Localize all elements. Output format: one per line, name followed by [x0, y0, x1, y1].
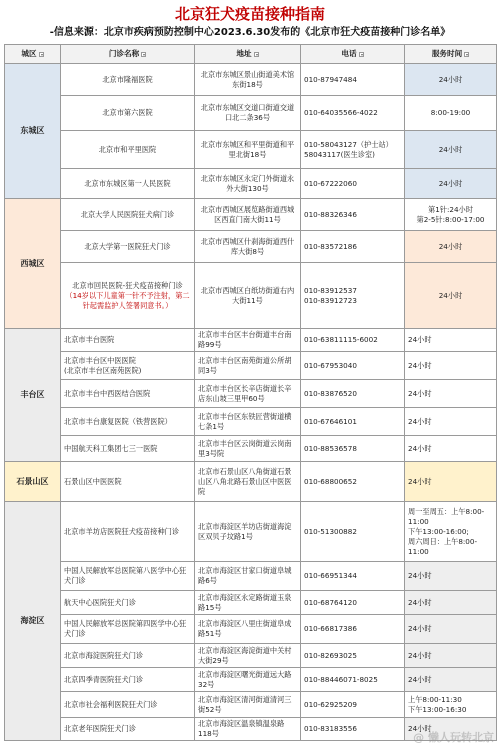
- clinic-hours: 24小时: [405, 131, 497, 169]
- filter-dropdown-icon: [359, 52, 364, 57]
- clinic-address: 北京市东城区景山街道美术馆东街18号: [195, 64, 301, 96]
- clinic-name: 北京市回民医院-狂犬疫苗接种门诊: [72, 280, 183, 290]
- clinic-name: 中国航天科工集团七三一医院: [61, 436, 195, 462]
- header-district[interactable]: 城区: [5, 45, 61, 64]
- clinic-hours: 24小时: [405, 380, 497, 408]
- watermark: @ 懒人玩转北京: [413, 731, 494, 744]
- clinic-phone: 010-62925209: [301, 692, 405, 718]
- clinic-hours: 24小时: [405, 462, 497, 502]
- district-cell-haidian: 海淀区: [5, 502, 61, 741]
- clinic-phone: 010-58043127（护士站） 58043117(医生诊室): [301, 131, 405, 169]
- district-cell-dongcheng: 东城区: [5, 64, 61, 199]
- clinic-phone: 010-68764120: [301, 591, 405, 615]
- clinic-address: 北京市海淀区甘家口街道阜城路6号: [195, 562, 301, 591]
- clinic-name: 北京市海淀医院狂犬门诊: [61, 644, 195, 668]
- clinic-name-with-note: [61, 263, 195, 329]
- table-row: [5, 263, 497, 329]
- clinic-address: 北京市丰台区云岗街道云岗南里3号院: [195, 436, 301, 462]
- clinic-hours: 24小时: [405, 644, 497, 668]
- page-title: 北京狂犬疫苗接种指南: [174, 5, 325, 23]
- clinic-phone: 010-87947484: [301, 64, 405, 96]
- clinic-name: 北京市丰台中西医结合医院: [61, 380, 195, 408]
- clinic-phone: 010-83912537 010-83912723: [301, 263, 405, 329]
- clinic-address: 北京市海淀区海淀街道中关村大街29号: [195, 644, 301, 668]
- clinic-hours: 上午8:00-11:30 下午13:00-16:30: [405, 692, 497, 718]
- clinic-hours: 24小时: [405, 668, 497, 692]
- clinic-name: 北京市隆福医院: [61, 64, 195, 96]
- clinic-hours: 24小时: [405, 231, 497, 263]
- clinic-phone: 010-64035566-4022: [301, 96, 405, 131]
- clinic-name: 航天中心医院狂犬门诊: [61, 591, 195, 615]
- clinic-hours: 24小时: [405, 591, 497, 615]
- clinic-name: 北京市丰台医院: [61, 329, 195, 352]
- table-row: [5, 329, 497, 352]
- table-row: [5, 462, 497, 502]
- filter-dropdown-icon: [141, 52, 146, 57]
- clinic-hours: 第1针:24小时 第2-5针:8:00-17:00: [405, 199, 497, 231]
- header-phone[interactable]: 电话: [301, 45, 405, 64]
- district-cell-shijingshan: 石景山区: [5, 462, 61, 502]
- clinic-phone: 010-67222060: [301, 169, 405, 199]
- header-hours[interactable]: 服务时间: [405, 45, 497, 64]
- clinic-name: 北京市丰台康复医院（铁营医院）: [61, 408, 195, 436]
- clinic-phone: 010-82693025: [301, 644, 405, 668]
- table-row: [5, 96, 497, 131]
- table-row: [5, 562, 497, 591]
- district-cell-fengtai: 丰台区: [5, 329, 61, 462]
- clinic-hours: 24小时: [405, 169, 497, 199]
- clinic-address: 北京市东城区永定门外街道永外大街130号: [195, 169, 301, 199]
- table-row: [5, 380, 497, 408]
- clinic-name: 北京老年医院狂犬门诊: [61, 718, 195, 741]
- clinic-name: 北京市第六医院: [61, 96, 195, 131]
- filter-dropdown-icon: [39, 52, 44, 57]
- clinic-name: 北京市丰台区中医医院 (北京市丰台区南苑医院): [61, 352, 195, 380]
- filter-dropdown-icon: [254, 52, 259, 57]
- clinic-hours: 24小时: [405, 615, 497, 644]
- clinic-name: 北京大学第一医院狂犬门诊: [61, 231, 195, 263]
- clinic-phone: 010-67953040: [301, 352, 405, 380]
- clinic-phone: 010-83876520: [301, 380, 405, 408]
- clinic-hours: 24小时: [405, 263, 497, 329]
- table-row: [5, 668, 497, 692]
- district-cell-xicheng: 西城区: [5, 199, 61, 329]
- page-subtitle: -信息来源：北京市疾病预防控制中心2023.6.30发布的《北京市狂犬疫苗接种门诊名单》: [49, 27, 451, 38]
- clinic-name: 中国人民解放军总医院第四医学中心狂犬门诊: [61, 615, 195, 644]
- table-row: [5, 169, 497, 199]
- clinic-name: 北京市和平里医院: [61, 131, 195, 169]
- table-row: [5, 502, 497, 562]
- clinic-phone: 010-66951344: [301, 562, 405, 591]
- clinic-address: 北京市丰台区南苑街道公所胡同3号: [195, 352, 301, 380]
- table-row: [5, 436, 497, 462]
- table-row: [5, 352, 497, 380]
- table-row: [5, 615, 497, 644]
- clinic-phone: 010-83572186: [301, 231, 405, 263]
- clinic-phone: 010-88536578: [301, 436, 405, 462]
- clinic-hours: 24小时: [405, 408, 497, 436]
- clinic-phone: 010-51300882: [301, 502, 405, 562]
- clinic-address: 北京市西城区白纸坊街道右内大街11号: [195, 263, 301, 329]
- clinic-table: [4, 44, 497, 741]
- clinic-address: 北京市海淀区曙光街道远大路32号: [195, 668, 301, 692]
- table-row: [5, 231, 497, 263]
- table-row: [5, 591, 497, 615]
- clinic-name: 中国人民解放军总医院第八医学中心狂犬门诊: [61, 562, 195, 591]
- clinic-phone: 010-83183556: [301, 718, 405, 741]
- clinic-name: 北京大学人民医院狂犬病门诊: [61, 199, 195, 231]
- table-row: [5, 199, 497, 231]
- clinic-phone: 010-63811115-6002: [301, 329, 405, 352]
- header-address[interactable]: 地址: [195, 45, 301, 64]
- clinic-address: 北京市东城区交道口街道交道口北二条36号: [195, 96, 301, 131]
- clinic-address: 北京市海淀区永定路街道玉泉路15号: [195, 591, 301, 615]
- table-row: [5, 408, 497, 436]
- clinic-hours: 24小时: [405, 436, 497, 462]
- clinic-name: 石景山区中医医院: [61, 462, 195, 502]
- table-header-row: [5, 45, 497, 64]
- clinic-phone: 010-88446071-8025: [301, 668, 405, 692]
- clinic-address: 北京市石景山区八角街道石景山区八角北路石景山区中医医院: [195, 462, 301, 502]
- clinic-address: 北京市丰台区丰台街道丰台南路99号: [195, 329, 301, 352]
- clinic-hours: 8:00-19:00: [405, 96, 497, 131]
- clinic-address: 北京市海淀区清河街道清河三街52号: [195, 692, 301, 718]
- table-row: [5, 64, 497, 96]
- clinic-name: 北京市社会福利医院狂犬门诊: [61, 692, 195, 718]
- clinic-address: 北京市海淀区羊坊店街道海淀区双贝子坟路1号: [195, 502, 301, 562]
- clinic-phone: 010-88326346: [301, 199, 405, 231]
- header-clinic-name[interactable]: 门诊名称: [61, 45, 195, 64]
- clinic-note: （14岁以下儿童第一针不予注射，第二针起需监护人签署同意书。）: [65, 290, 190, 310]
- table-row: [5, 644, 497, 668]
- clinic-address: 北京市西城区什刹海街道西什库大街8号: [195, 231, 301, 263]
- clinic-address: 北京市西城区展览路街道西城区西直门南大街11号: [195, 199, 301, 231]
- clinic-address: 北京市东城区和平里街道和平里北街18号: [195, 131, 301, 169]
- table-row: [5, 131, 497, 169]
- clinic-name: 北京市东城区第一人民医院: [61, 169, 195, 199]
- clinic-name: 北京四季青医院狂犬门诊: [61, 668, 195, 692]
- clinic-phone: 010-67646101: [301, 408, 405, 436]
- clinic-hours: 24小时: [405, 352, 497, 380]
- clinic-hours: 24小时: [405, 64, 497, 96]
- clinic-address: 北京市海淀区温泉镇温泉路118号: [195, 718, 301, 741]
- clinic-address: 北京市丰台区东铁匠营街道横七条1号: [195, 408, 301, 436]
- clinic-address: 北京市海淀区八里庄街道阜成路51号: [195, 615, 301, 644]
- clinic-phone: 010-68800652: [301, 462, 405, 502]
- clinic-hours: 周一至周五：上午8:00-11:00 下午13:00-16:00; 周六周日：上午8:00-11:00: [405, 502, 497, 562]
- clinic-hours: 24小时: [405, 562, 497, 591]
- clinic-phone: 010-66817386: [301, 615, 405, 644]
- filter-dropdown-icon: [464, 52, 469, 57]
- clinic-hours: 24小时: [405, 718, 497, 741]
- clinic-name: 北京市羊坊店医院狂犬疫苗接种门诊: [61, 502, 195, 562]
- clinic-hours: 24小时: [405, 329, 497, 352]
- clinic-address: 北京市丰台区长辛店街道长辛店东山坡三里甲60号: [195, 380, 301, 408]
- table-row: [5, 692, 497, 718]
